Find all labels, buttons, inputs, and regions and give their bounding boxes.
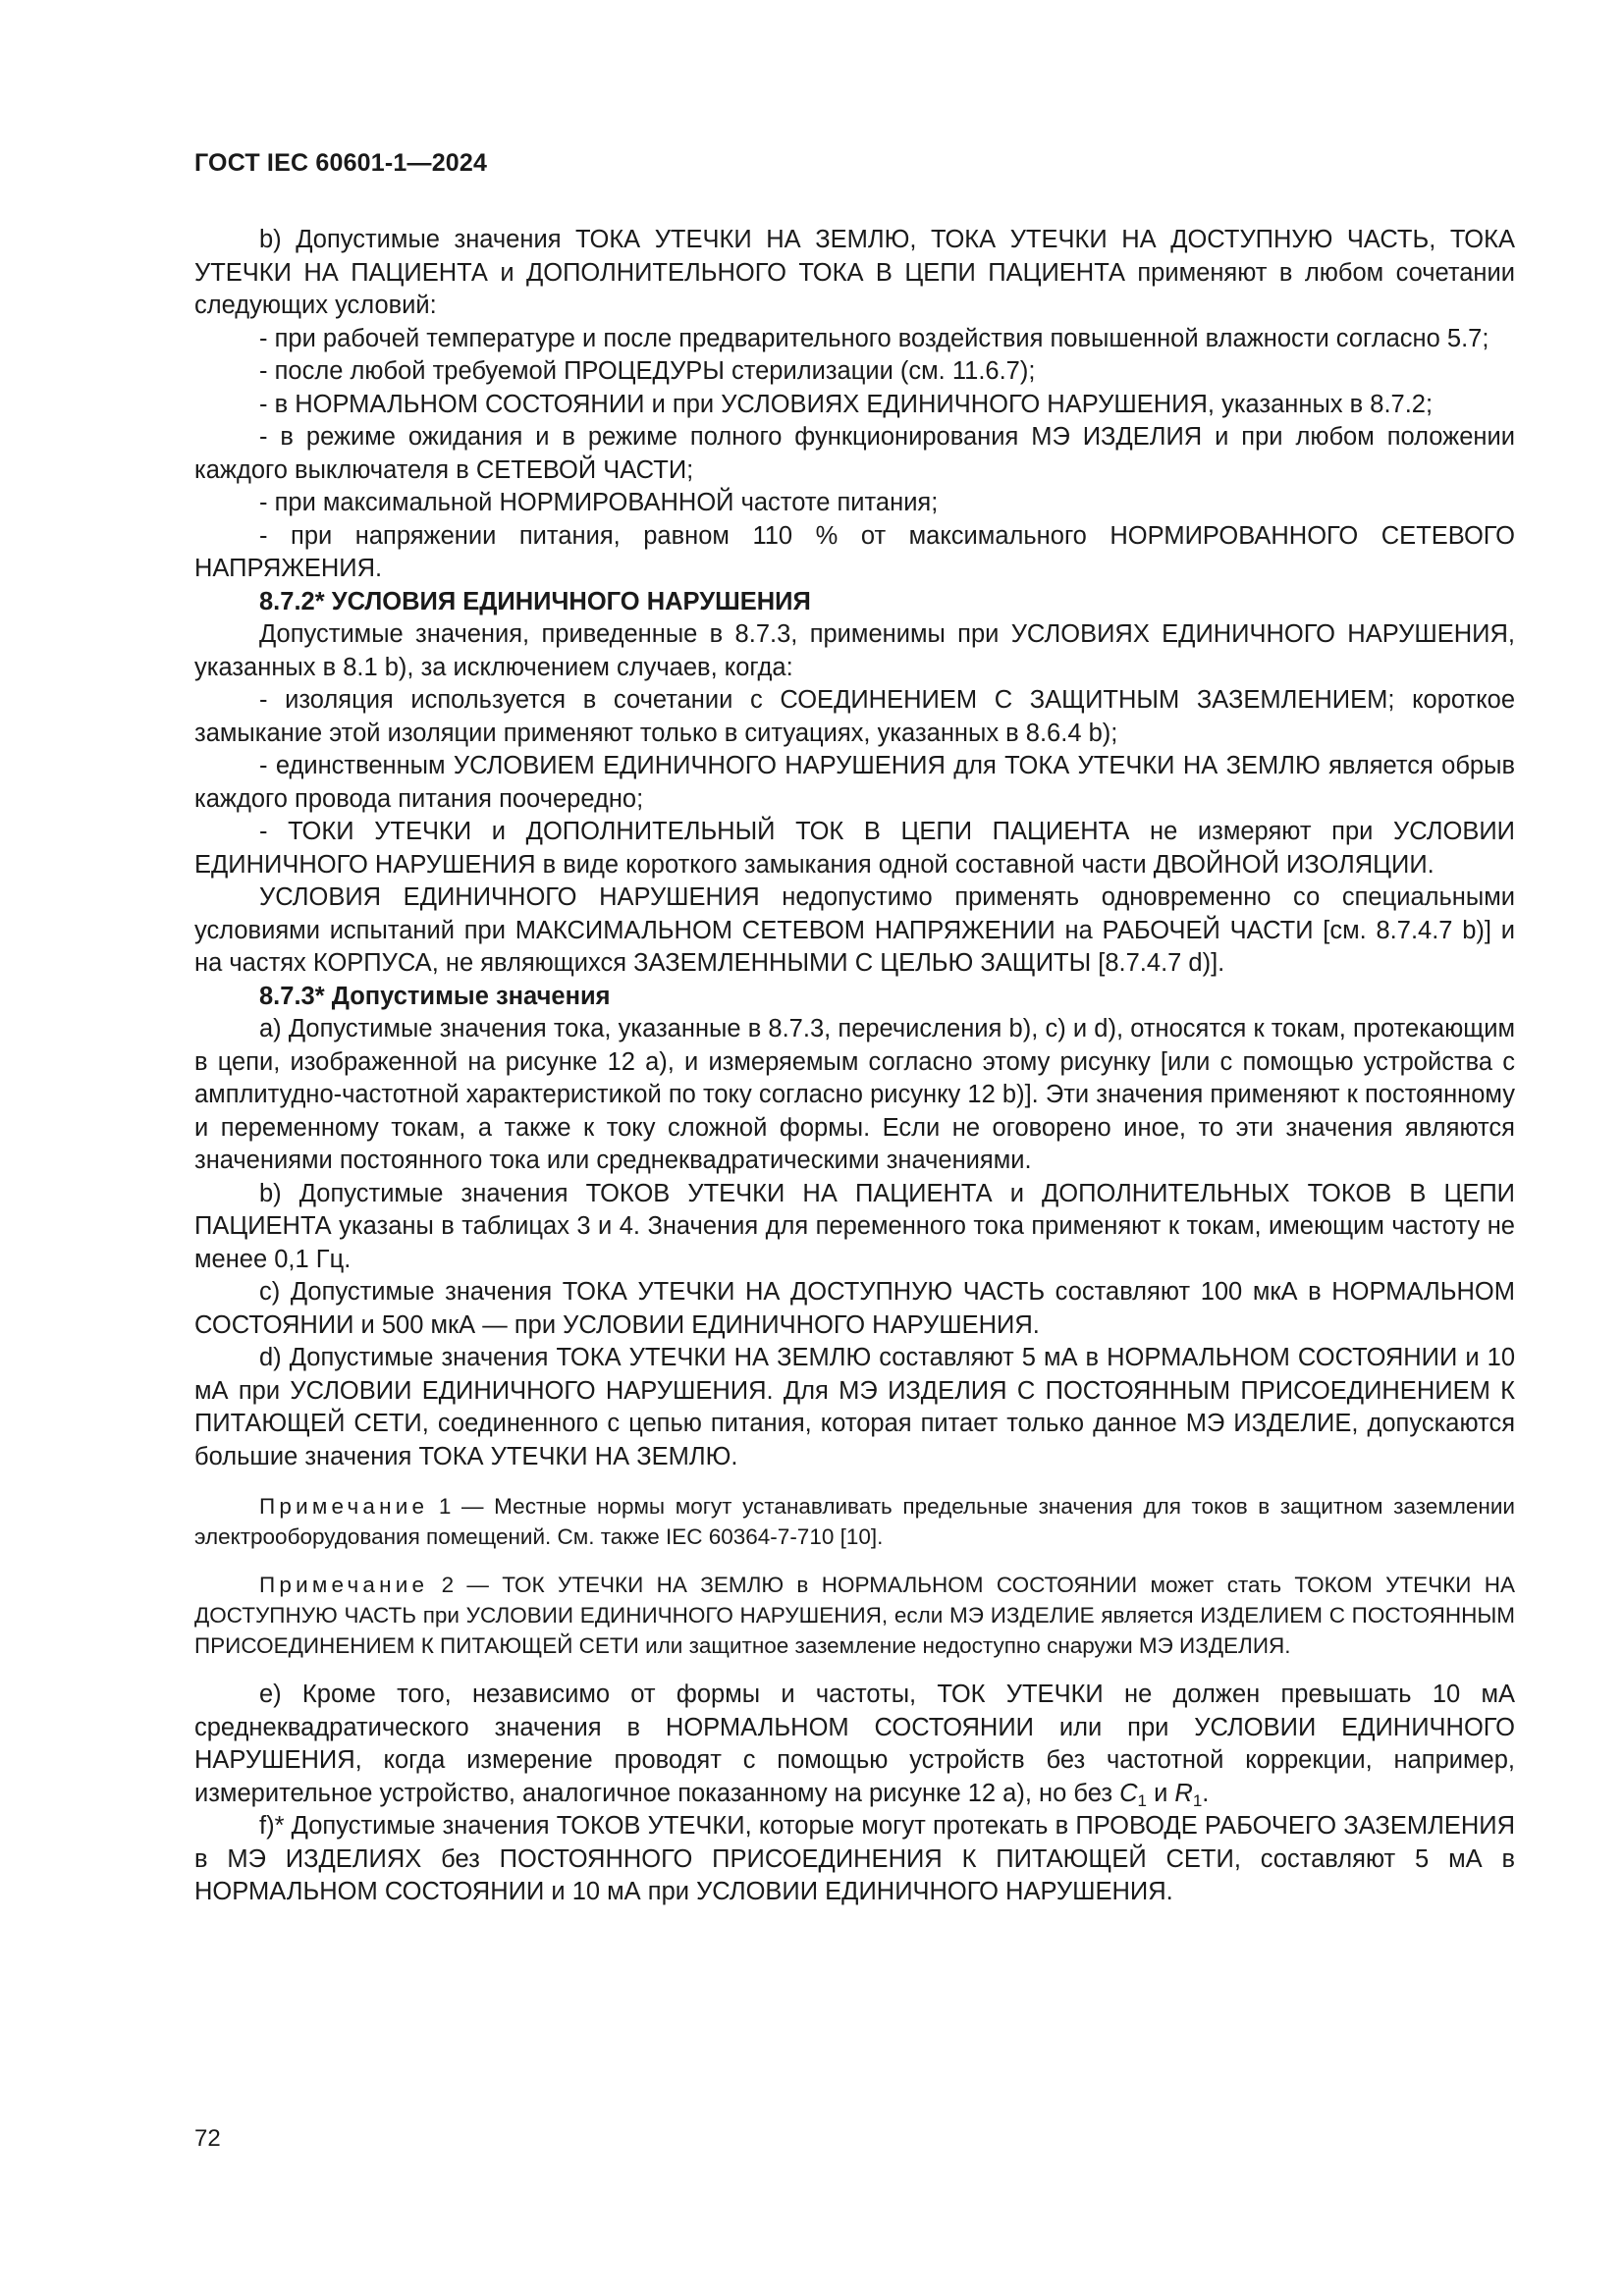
list-item: - изоляция используется в сочетании с СОЕДИНЕНИЕМ С ЗАЩИТНЫМ ЗАЗЕМЛЕНИЕМ; короткое замыкание этой изоляции применяют только в ситуациях, указанных в 8.6.4 b); [194,686,1515,747]
paragraph-8-7-2-intro: Допустимые значения, приведенные в 8.7.3, применимы при УСЛОВИЯХ ЕДИНИЧНОГО НАРУШЕНИЯ, указанных в 8.1 b), за исключением случаев, когда: [194,620,1515,681]
document-header: ГОСТ IEC 60601-1—2024 [194,149,488,177]
paragraph-8-7-3-f: f)* Допустимые значения ТОКОВ УТЕЧКИ, которые могут протекать в ПРОВОДЕ РАБОЧЕГО ЗАЗЕМЛЕНИЯ в МЭ ИЗДЕЛИЯХ без ПОСТОЯННОГО ПРИСОЕДИНЕНИЯ К ПИТАЮЩЕЙ СЕТИ, составляют 5 мА в НОРМАЛЬНОМ СОСТОЯНИИ и 10 мА при УСЛОВИИ ЕДИНИЧНОГО НАРУШЕНИЯ. [194,1812,1515,1905]
paragraph-8-7-3-e [194,1679,1515,1810]
list-item: - после любой требуемой ПРОЦЕДУРЫ стерилизации (см. 11.6.7); [259,357,1036,385]
section-heading-8-7-3: 8.7.3* Допустимые значения [259,982,611,1010]
symbol-r-subscript: 1 [1192,1790,1203,1810]
sentence-end: . [1202,1779,1210,1807]
paragraph-b-intro: b) Допустимые значения ТОКА УТЕЧКИ НА ЗЕМЛЮ, ТОКА УТЕЧКИ НА ДОСТУПНУЮ ЧАСТЬ, ТОКА УТЕЧКИ НА ПАЦИЕНТА и ДОПОЛНИТЕЛЬНОГО ТОКА В ЦЕПИ ПАЦИЕНТА применяют в любом сочетании следующих условий: [194,226,1515,319]
note-text: 2 — ТОК УТЕЧКИ НА ЗЕМЛЮ в НОРМАЛЬНОМ СОСТОЯНИИ может стать ТОКОМ УТЕЧКИ НА ДОСТУПНУЮ ЧАСТЬ при УСЛОВИИ ЕДИНИЧНОГО НАРУШЕНИЯ, если МЭ ИЗДЕЛИЕ является ИЗДЕЛИЕМ С ПОСТОЯННЫМ ПРИСОЕДИНЕНИЕМ К ПИТАЮЩЕЙ СЕТИ или защитное заземление недоступно снаружи МЭ ИЗДЕЛИЯ. [194,1573,1515,1658]
list-item: - единственным УСЛОВИЕМ ЕДИНИЧНОГО НАРУШЕНИЯ для ТОКА УТЕЧКИ НА ЗЕМЛЮ является обрыв каждого провода питания поочередно; [194,752,1515,813]
paragraph-8-7-3-c: c) Допустимые значения ТОКА УТЕЧКИ НА ДОСТУПНУЮ ЧАСТЬ составляют 100 мкА в НОРМАЛЬНОМ СОСТОЯНИИ и 500 мкА — при УСЛОВИИ ЕДИНИЧНОГО НАРУШЕНИЯ. [194,1278,1515,1339]
list-item: - при рабочей температуре и после предварительного воздействия повышенной влажности согласно 5.7; [259,324,1489,352]
paragraph-8-7-3-b: b) Допустимые значения ТОКОВ УТЕЧКИ НА ПАЦИЕНТА и ДОПОЛНИТЕЛЬНЫХ ТОКОВ В ЦЕПИ ПАЦИЕНТА указаны в таблицах 3 и 4. Значения для переменного тока применяют к токам, имеющим частоту не менее 0,1 Гц. [194,1179,1515,1273]
list-item: - при напряжении питания, равном 110 % от максимального НОРМИРОВАННОГО СЕТЕВОГО НАПРЯЖЕНИЯ. [194,521,1515,582]
symbol-c: C [1119,1779,1138,1807]
list-item: - ТОКИ УТЕЧКИ и ДОПОЛНИТЕЛЬНЫЙ ТОК В ЦЕПИ ПАЦИЕНТА не измеряют при УСЛОВИИ ЕДИНИЧНОГО НАРУШЕНИЯ в виде короткого замыкания одной составной части ДВОЙНОЙ ИЗОЛЯЦИИ. [194,818,1515,879]
paragraph-text: e) Кроме того, независимо от формы и частоты, ТОК УТЕЧКИ не должен превышать 10 мА среднеквадратического значения в НОРМАЛЬНОМ СОСТОЯНИИ или при УСЛОВИИ ЕДИНИЧНОГО НАРУШЕНИЯ, когда измерение проводят с помощью устройств без частотной коррекции, например, измерительное устройство, аналогичное показанному на рисунке 12 a), но без [194,1681,1515,1807]
page-number: 72 [194,2125,221,2152]
note-label: Примечание [259,1494,429,1519]
list-item: - в НОРМАЛЬНОМ СОСТОЯНИИ и при УСЛОВИЯХ ЕДИНИЧНОГО НАРУШЕНИЯ, указанных в 8.7.2; [259,390,1434,418]
list-item: - при максимальной НОРМИРОВАННОЙ частоте питания; [259,489,939,516]
symbol-r: R [1174,1779,1193,1807]
note-1 [194,1491,1515,1552]
section-heading-8-7-2: 8.7.2* УСЛОВИЯ ЕДИНИЧНОГО НАРУШЕНИЯ [259,587,811,615]
paragraph-8-7-3-d: d) Допустимые значения ТОКА УТЕЧКИ НА ЗЕМЛЮ составляют 5 мА в НОРМАЛЬНОМ СОСТОЯНИИ и 10 мА при УСЛОВИИ ЕДИНИЧНОГО НАРУШЕНИЯ. Для МЭ ИЗДЕЛИЯ С ПОСТОЯННЫМ ПРИСОЕДИНЕНИЕМ К ПИТАЮЩЕЙ СЕТИ, соединенного с цепью питания, которая питает только данное МЭ ИЗДЕЛИЕ, допускаются большие значения ТОКА УТЕЧКИ НА ЗЕМЛЮ. [194,1344,1515,1470]
symbol-c-subscript: 1 [1137,1790,1147,1810]
paragraph-8-7-3-a: а) Допустимые значения тока, указанные в 8.7.3, перечисления b), c) и d), относятся к токам, протекающим в цепи, изображенной на рисунке 12 a), и измеряемым согласно этому рисунку [или с помощью устройства с амплитудно-частотной характеристикой по току согласно рисунку 12 b)]. Эти значения применяют к постоянному и переменному токам, а также к току сложной формы. Если не оговорено иное, то эти значения являются значениями постоянного тока или среднеквадратическими значениями. [194,1015,1515,1174]
list-item: - в режиме ожидания и в режиме полного функционирования МЭ ИЗДЕЛИЯ и при любом положении каждого выключателя в СЕТЕВОЙ ЧАСТИ; [194,423,1515,484]
note-label: Примечание [259,1573,429,1597]
note-2 [194,1570,1515,1661]
document-body [194,224,1515,1909]
paragraph-8-7-2-tail: УСЛОВИЯ ЕДИНИЧНОГО НАРУШЕНИЯ недопустимо применять одновременно со специальными условиями испытаний при МАКСИМАЛЬНОМ СЕТЕВОМ НАПРЯЖЕНИИ на РАБОЧЕЙ ЧАСТИ [см. 8.7.4.7 b)] и на частях КОРПУСА, не являющихся ЗАЗЕМЛЕННЫМИ С ЦЕЛЬЮ ЗАЩИТЫ [8.7.4.7 d)]. [194,883,1515,977]
note-text: 1 — Местные нормы могут устанавливать предельные значения для токов в защитном заземлении электрооборудования помещений. См. также IEC 60364-7-710 [10]. [194,1494,1515,1549]
conjunction-text: и [1146,1779,1175,1807]
